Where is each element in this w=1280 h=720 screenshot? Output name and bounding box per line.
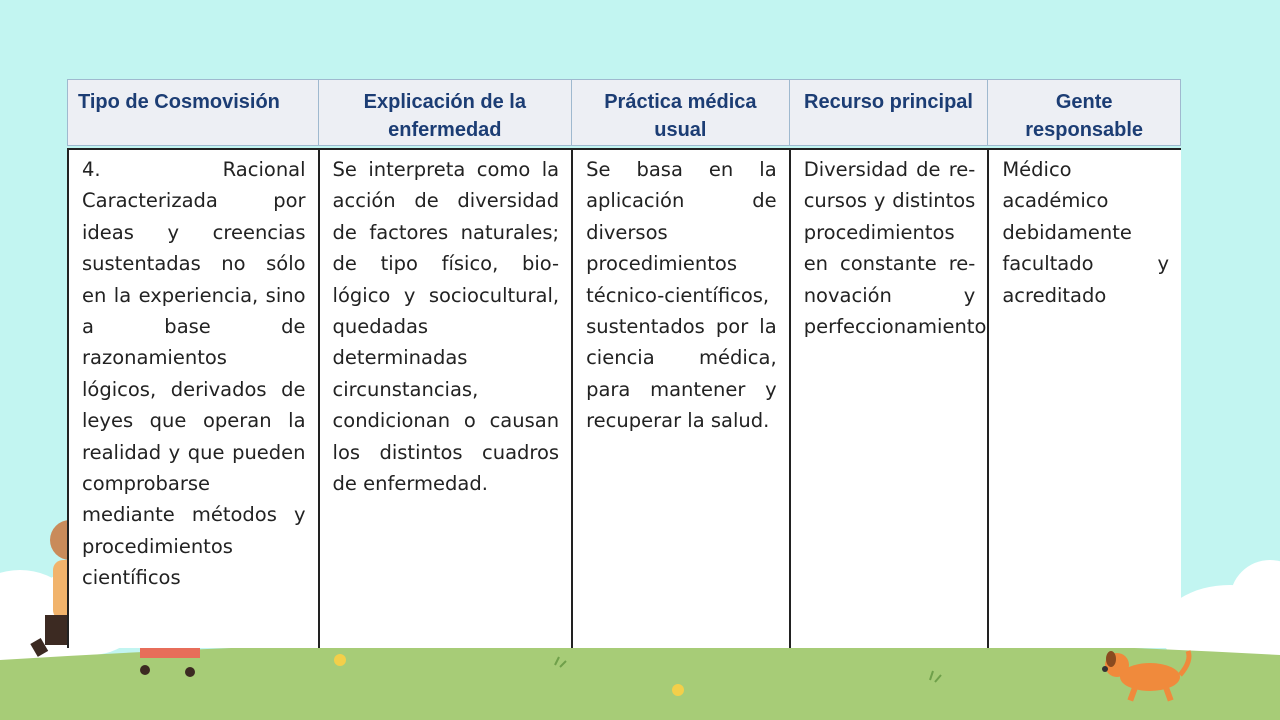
header-cosmovision-type: Tipo de Cosmovisión (68, 80, 319, 145)
dog-illustration (1095, 645, 1195, 705)
cell-cosmovision-type: 4. Racional Caracterizada por ideas y creencias sustentadas no sólo en la experiencia, sino a base de razonamientos lógicos, derivados de leyes que operan la realidad y que pueden comprobarse mediante métodos y procedimientos científicos (69, 150, 320, 648)
cell-medical-practice: Se basa en la aplicación de diversos procedimientos técnico-científicos, sustentados por la ciencia médica, para mantener y recuperar la salud. (573, 150, 791, 648)
cell-main-resource: Diversidad de re-cursos y distintos procedimientos en constante re-novación y perfeccionamiento (791, 150, 990, 648)
header-main-resource: Recurso principal (790, 80, 989, 145)
header-medical-practice: Práctica médica usual (572, 80, 790, 145)
cell-disease-explanation: Se interpreta como la acción de diversidad de factores naturales; de tipo físico, bio-lógico y sociocultural, quedadas determinadas circunstancias, condicionan o causan los distintos cuadros de enfermedad. (320, 150, 574, 648)
table-header-row (67, 79, 1181, 146)
cell-responsible-people: Médico académico debidamente facultado y acreditado (1002, 158, 1169, 307)
header-disease-explanation: Explicación de la enfermedad (319, 80, 573, 145)
table-row (67, 148, 1181, 648)
header-responsible-people: Gente responsable (1025, 91, 1144, 141)
